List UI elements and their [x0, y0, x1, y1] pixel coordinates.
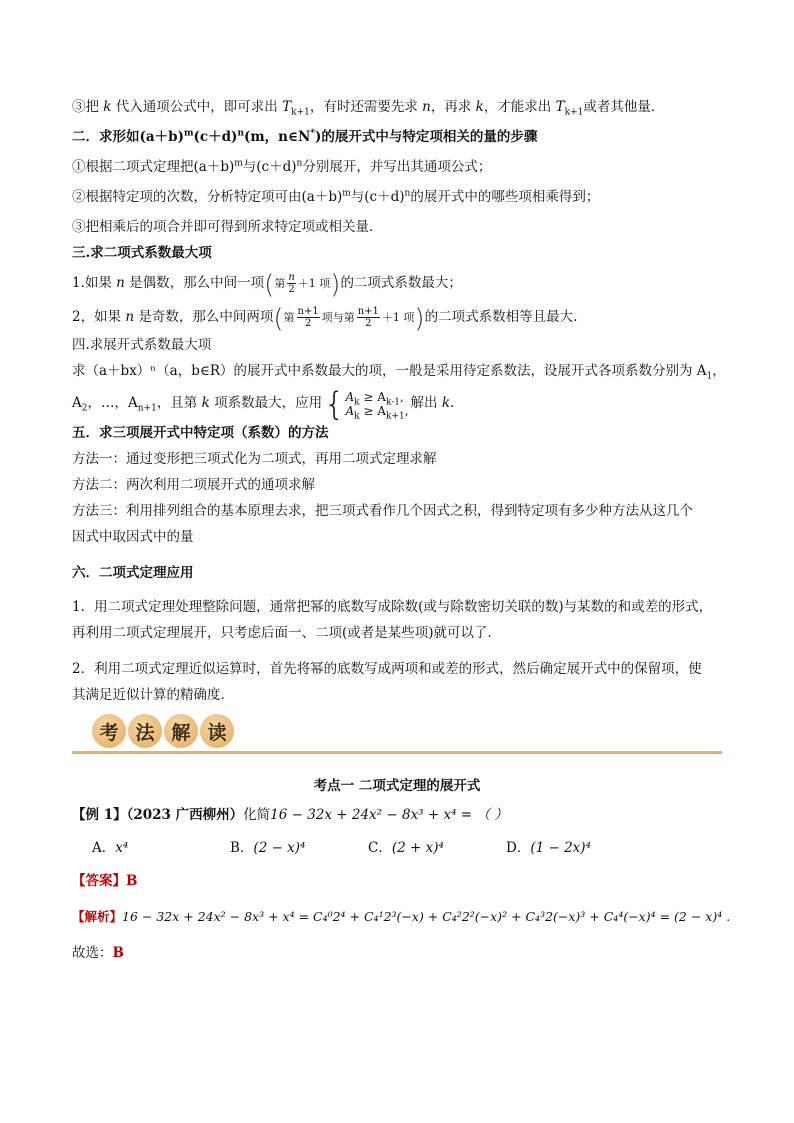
application-2-a: 2．利用二项式定理近似运算时，首先将幂的底数写成两项和或差的形式，然后确定展开式中的保留项，使 [72, 661, 702, 677]
answer-line: 【答案】B [72, 873, 138, 889]
section-3-line-1: 1.如果 n 是偶数，那么中间一项(第 $\frac{n}{2}$ ＋1 项)的二项式系数最大； [72, 270, 462, 300]
document-page [72, 96, 731, 972]
choices [92, 836, 722, 856]
section-banner [72, 714, 722, 758]
application-2-b: 其满足近似计算的精确度． [72, 687, 234, 703]
inequality-system: { $A_k \ge A_{k-1}$, $A_k \ge A_{k+1}$, [324, 384, 409, 423]
banner-badge: 法 [128, 714, 162, 748]
banner-badge: 解 [164, 714, 198, 748]
method-3-b: 因式中取因式中的量 [72, 529, 194, 545]
application-1-a: 1．用二项式定理处理整除问题，通常把幂的底数写成除数(或与除数密切关联的数)与某数的和或差的形式， [72, 599, 713, 615]
choice-c[interactable]: C．(2 + x)⁴ [368, 840, 444, 856]
method-3-a: 方法三：利用排列组合的基本原理去求，把三项式看作几个因式之积，得到特定项有多少种方法从这几个 [72, 503, 693, 519]
section-2-step-1: ①根据二项式定理把$(a+b)^m$与$(c+d)^n$分别展开，并写出其通项公式； [72, 158, 492, 175]
section-2-step-3: ③把相乘后的项合并即可得到所求特定项或相关量． [72, 219, 383, 235]
banner-badge: 读 [200, 714, 234, 748]
point-title: 考点一 二项式定理的展开式 [313, 778, 481, 794]
choice-b[interactable]: B．(2 − x)⁴ [230, 840, 306, 856]
section-2-heading: 二．求形如$(a+b)^m(c+d)^n(m$，n∈N*)的展开式中与特定项相关的量的步骤 [72, 128, 538, 145]
method-1: 方法一：通过变形把三项式化为二项式，再用二项式定理求解 [72, 451, 437, 467]
application-1-b: 再利用二项式定理展开，只考虑后面一、二项(或者是某些项)就可以了． [72, 625, 502, 641]
section-4-heading: 四.求展开式系数最大项 [72, 337, 212, 353]
section-3-line-2: 2，如果 n 是奇数，那么中间两项(第 $\frac{n+1}{2}$ 项与第 $\frac{n+1}{2}$ ＋1 项)的二项式系数相等且最大. [72, 304, 578, 334]
analysis-line: 【解析】16 − 32x + 24x² − 8x³ + x⁴ = C₄⁰2⁴ + C₄¹2³(−x) + C₄²2²(−x)² + C₄³2(−x)³ + C₄⁴(−x)⁴ = (2 − x)⁴ . [72, 909, 731, 924]
section-2-step-2: ②根据特定项的次数，分析特定项可由$(a+b)^m$与$(c+d)^n$的展开式中的哪些项相乘得到； [72, 188, 600, 205]
section-6-heading: 六．二项式定理应用 [72, 565, 194, 581]
banner-badge: 考 [92, 714, 126, 748]
choice-a[interactable]: A．x⁴ [92, 840, 129, 856]
section-4-line-2: $A_2$，…，$A_{n+1}$，且第 k 项系数最大，应用 { $A_k \ge A_{k-1}$, $A_k \ge A_{k+1}$, 解出 k. [72, 384, 455, 423]
method-2: 方法二：两次利用二项展开式的通项求解 [72, 477, 315, 493]
choice-d[interactable]: D．(1 − 2x)⁴ [506, 840, 591, 856]
section-3-heading: 三.求二项式系数最大项 [72, 245, 212, 261]
section-4-line-1: 求（a＋bx）ⁿ（a，b∈R）的展开式中系数最大的项，一般是采用待定系数法，设展开式各项系数分别为 $A_1$， [72, 363, 726, 382]
example-question: 【例 1】（2023 广西柳州）化简16 − 32x + 24x² − 8x³ + x⁴ = （ ） [72, 807, 508, 823]
conclusion-line: 故选：B [72, 945, 124, 961]
banner-rule [72, 751, 722, 754]
step-3-line: ③把 k 代入通项公式中，即可求出 $T_{k+1}$，有时还需要先求 n，再求 k，才能求出 $T_{k+1}$或者其他量． [72, 99, 665, 118]
section-5-heading: 五．求三项展开式中特定项（系数）的方法 [72, 425, 329, 441]
